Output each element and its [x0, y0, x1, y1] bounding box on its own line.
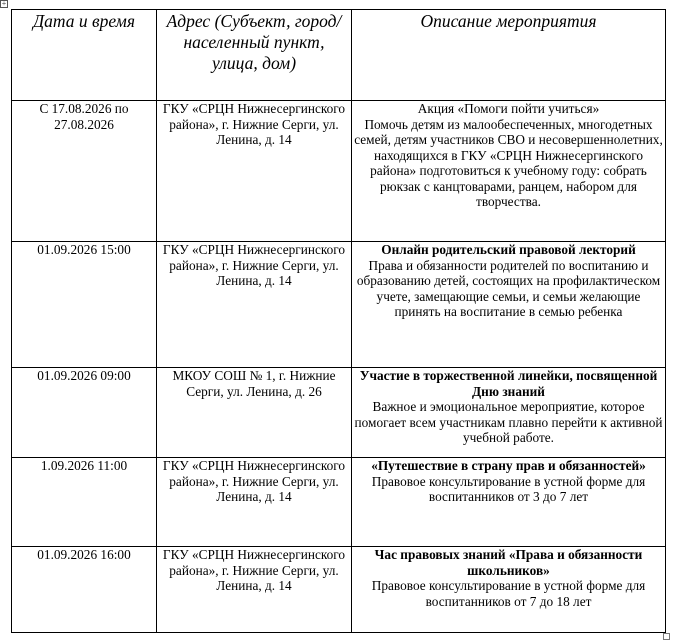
- table-row: [12, 458, 666, 547]
- table-row: [12, 368, 666, 458]
- table-header-row: [12, 10, 666, 101]
- table-resize-handle-icon[interactable]: [663, 633, 670, 640]
- event-body: Помочь детям из малообеспеченных, многодетных семей, детям участников СВО и несовершеннолетних, находящихся в ГКУ «СРЦН Нижнесергинского района» подготовиться к учебному году: собрать рюкзак с канцтоварами, ранцем, набором для творчества.: [354, 116, 663, 209]
- row-address: ГКУ «СРЦН Нижнесергинского района», г. Нижние Серги, ул. Ленина, д. 14: [157, 458, 352, 547]
- table-row: [12, 547, 666, 633]
- event-title: Акция «Помоги пойти учиться»: [417, 101, 600, 116]
- row-address: ГКУ «СРЦН Нижнесергинского района», г. Нижние Серги, ул. Ленина, д. 14: [157, 547, 352, 633]
- row-address: ГКУ «СРЦН Нижнесергинского района», г. Нижние Серги, ул. Ленина, д. 14: [157, 101, 352, 242]
- event-body: Правовое консультирование в устной форме для воспитанников от 7 до 18 лет: [371, 578, 646, 609]
- event-body: Правовое консультирование в устной форме для воспитанников от 3 до 7 лет: [371, 473, 646, 504]
- row-date: 01.09.2026 15:00: [12, 242, 157, 368]
- row-date: 01.09.2026 16:00: [12, 547, 157, 633]
- row-address: ГКУ «СРЦН Нижнесергинского района», г. Нижние Серги, ул. Ленина, д. 14: [157, 242, 352, 368]
- row-description: [352, 101, 666, 242]
- header-address: Адрес (Субъект, город/населенный пункт, улица, дом): [157, 10, 352, 101]
- event-title: Онлайн родительский правовой лекторий: [381, 242, 636, 257]
- table-row: [12, 101, 666, 242]
- event-body: Права и обязанности родителей по воспитанию и образованию детей, состоящих на профилактическом учете, замещающие семьи, и семьи желающие принять на воспитание в семью ребенка: [356, 257, 661, 319]
- row-description: [352, 547, 666, 633]
- row-date: 1.09.2026 11:00: [12, 458, 157, 547]
- event-title: Час правовых знаний «Права и обязанности школьников»: [374, 547, 643, 578]
- table-row: [12, 242, 666, 368]
- row-description: [352, 242, 666, 368]
- header-date: Дата и время: [12, 10, 157, 101]
- header-description: Описание мероприятия: [352, 10, 666, 101]
- event-title: Участие в торжественной линейки, посвященной Дню знаний: [359, 368, 658, 399]
- event-body: Важное и эмоциональное мероприятие, которое помогает всем участникам плавно перейти к активной учебной работе.: [354, 399, 663, 445]
- events-table: [11, 9, 666, 633]
- event-title: «Путешествие в страну прав и обязанностей»: [371, 458, 646, 473]
- table-move-handle-icon[interactable]: +: [1, 0, 7, 8]
- row-date: С 17.08.2026 по 27.08.2026: [12, 101, 157, 242]
- row-description: [352, 458, 666, 547]
- row-address: МКОУ СОШ № 1, г. Нижние Серги, ул. Ленина, д. 26: [157, 368, 352, 458]
- row-description: [352, 368, 666, 458]
- row-date: 01.09.2026 09:00: [12, 368, 157, 458]
